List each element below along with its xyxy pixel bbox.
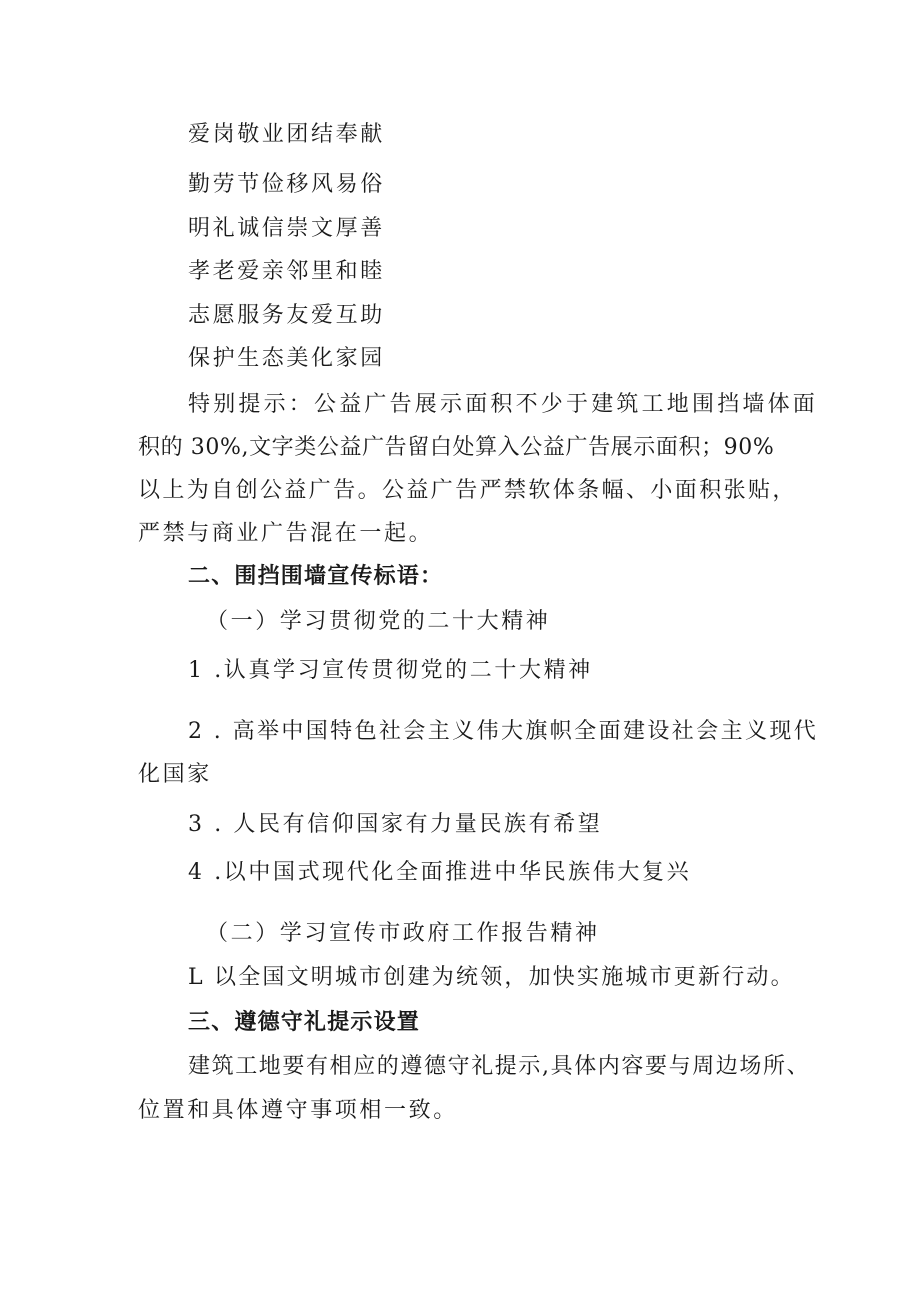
slogan-line: 保护生态美化家园: [188, 346, 385, 371]
slogan-line: 明礼诚信崇文厚善: [188, 216, 385, 241]
section-heading: 二、围挡围墙宣传标语：: [188, 564, 444, 589]
notice-line: 积的 30%,文字类公益广告留白处算入公益广告展示面积；90%: [138, 435, 775, 460]
subsection-heading: （一）学习贯彻党的二十大精神: [206, 609, 551, 634]
slogan-line: 勤劳节俭移风易俗: [188, 172, 385, 197]
slogan-line: 爱岗敬业团结奉献: [188, 122, 385, 147]
list-item-continuation: 化国家: [138, 762, 212, 787]
notice-line: 以上为自创公益广告。公益广告严禁软体条幅、小面积张贴，: [138, 478, 797, 503]
subsection-heading: （二）学习宣传市政府工作报告精神: [206, 921, 600, 946]
slogan-line: 志愿服务友爱互助: [188, 303, 385, 328]
list-item: L 以全国文明城市创建为统领，加快实施城市更新行动。: [188, 965, 795, 990]
section-heading: 三、遵德守礼提示设置: [188, 1010, 421, 1035]
body-line: 建筑工地要有相应的遵德守礼提示,具体内容要与周边场所、: [188, 1054, 811, 1079]
body-line: 位置和具体遵守事项相一致。: [138, 1098, 458, 1123]
list-item: 2 . 高举中国特色社会主义伟大旗帜全面建设社会主义现代: [188, 719, 819, 744]
list-item: 4 .以中国式现代化全面推进中华民族伟大复兴: [188, 860, 692, 885]
slogan-line: 孝老爱亲邻里和睦: [188, 259, 385, 284]
list-item: 1 .认真学习宣传贯彻党的二十大精神: [188, 658, 593, 683]
notice-line: 严禁与商业广告混在一起。: [138, 521, 434, 546]
notice-line: 特别提示：公益广告展示面积不少于建筑工地围挡墙体面: [188, 392, 819, 417]
list-item: 3 . 人民有信仰国家有力量民族有希望: [188, 812, 603, 837]
